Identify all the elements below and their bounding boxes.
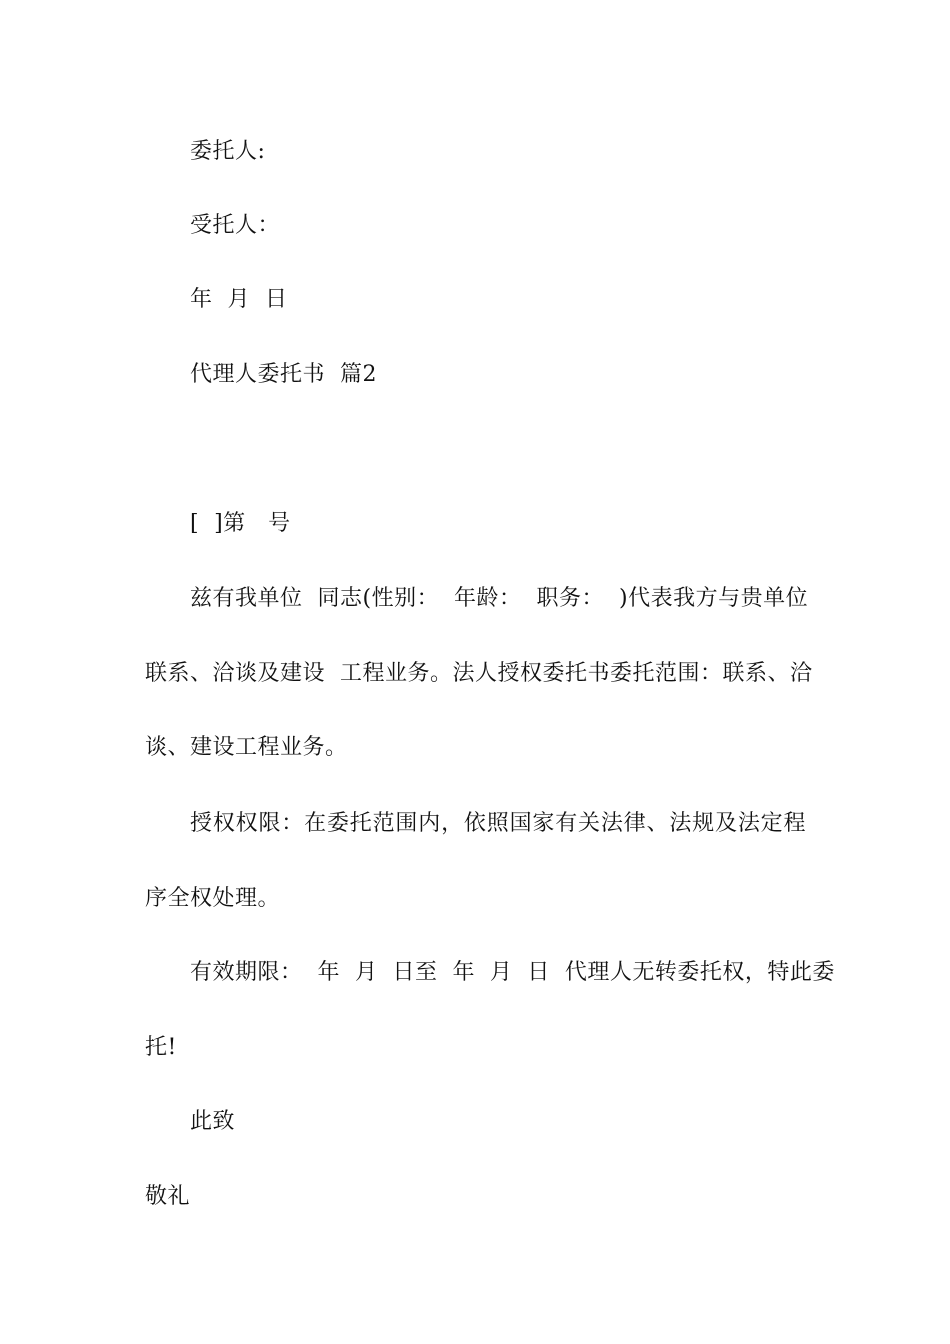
date-line: 年 月 日 — [190, 287, 288, 312]
paragraph-authority-line-1: 授权权限：在委托范围内，依照国家有关法律、法规及法定程 — [190, 811, 806, 836]
closing-regards: 敬礼 — [145, 1184, 191, 1209]
agent-label: 受托人： — [190, 213, 281, 238]
paragraph-validity-line-1: 有效期限： 年 月 日至 年 月 日 代理人无转委托权，特此委 — [190, 960, 835, 985]
paragraph-authority-line-2: 序全权处理。 — [145, 886, 281, 911]
paragraph-intro-line-1: 兹有我单位 同志(性别： 年龄： 职务： )代表我方与贵单位 — [190, 586, 809, 611]
document-number: [ ]第 号 — [190, 511, 291, 536]
paragraph-intro-line-3: 谈、建设工程业务。 — [145, 735, 348, 760]
section-heading: 代理人委托书 篇2 — [190, 362, 377, 387]
principal-label: 委托人: — [190, 139, 266, 164]
closing-salutation: 此致 — [190, 1109, 236, 1134]
paragraph-validity-line-2: 托! — [145, 1035, 177, 1060]
paragraph-intro-line-2: 联系、洽谈及建设 工程业务。法人授权委托书委托范围：联系、洽 — [145, 661, 813, 686]
